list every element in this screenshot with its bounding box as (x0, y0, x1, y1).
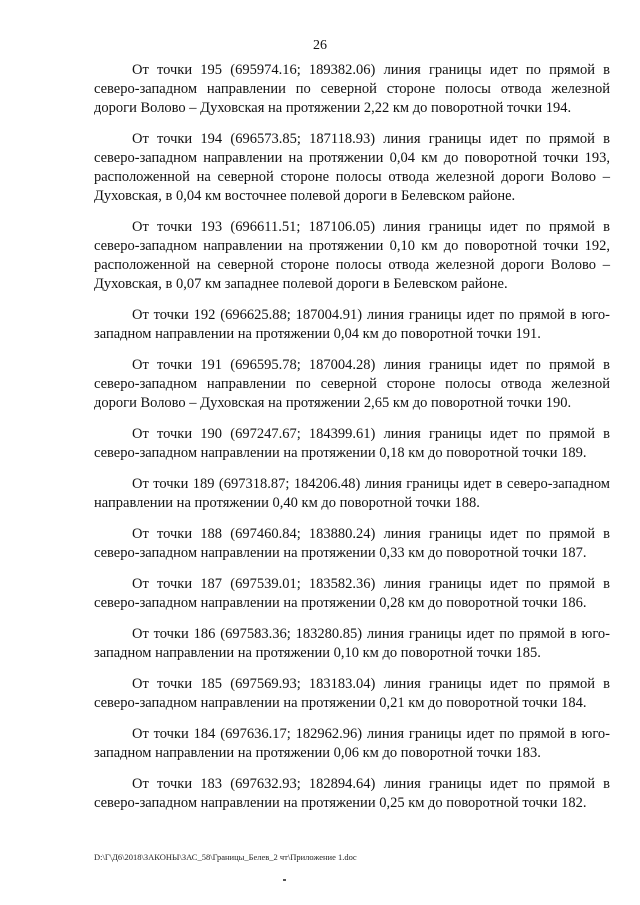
boundary-paragraph-183: От точки 183 (697632.93; 182894.64) линия границы идет по прямой в северо-западном направлении на протяжении 0,25 км до поворотной точки 182. (94, 776, 610, 811)
boundary-paragraph-188: От точки 188 (697460.84; 183880.24) линия границы идет по прямой в северо-западном направлении на протяжении 0,33 км до поворотной точки 187. (94, 526, 610, 561)
boundary-paragraph-184: От точки 184 (697636.17; 182962.96) линия границы идет по прямой в юго-западном направлении на протяжении 0,06 км до поворотной точки 183. (94, 726, 610, 761)
document-body (94, 61, 610, 825)
boundary-paragraph-190: От точки 190 (697247.67; 184399.61) линия границы идет по прямой в северо-западном направлении на протяжении 0,18 км до поворотной точки 189. (94, 426, 610, 461)
boundary-paragraph-195: От точки 195 (695974.16; 189382.06) линия границы идет по прямой в северо-западном направлении по северной стороне полосы отвода железной дороги Волово – Духовская на протяжении 2,22 км до поворотной точки 194. (94, 62, 610, 116)
boundary-paragraph-192: От точки 192 (696625.88; 187004.91) линия границы идет по прямой в юго-западном направлении на протяжении 0,04 км до поворотной точки 191. (94, 307, 610, 342)
boundary-paragraph-194: От точки 194 (696573.85; 187118.93) линия границы идет по прямой в северо-западном направлении на протяжении 0,04 км до поворотной точки 193, расположенной на северной стороне полосы отвода железной дороги Волово – Духовская, в 0,04 км восточнее полевой дороги в Белевском районе. (94, 131, 610, 204)
boundary-paragraph-187: От точки 187 (697539.01; 183582.36) линия границы идет по прямой в северо-западном направлении на протяжении 0,28 км до поворотной точки 186. (94, 576, 610, 611)
page-number: 26 (313, 38, 327, 53)
boundary-paragraph-191: От точки 191 (696595.78; 187004.28) линия границы идет по прямой в северо-западном направлении по северной стороне полосы отвода железной дороги Волово – Духовская на протяжении 2,65 км до поворотной точки 190. (94, 357, 610, 411)
scan-mark (283, 879, 286, 881)
boundary-paragraph-193: От точки 193 (696611.51; 187106.05) линия границы идет по прямой в северо-западном направлении на протяжении 0,10 км до поворотной точки 192, расположенной на северной стороне полосы отвода железной дороги Волово – Духовская, в 0,07 км западнее полевой дороги в Белевском районе. (94, 219, 610, 292)
boundary-paragraph-189: От точки 189 (697318.87; 184206.48) линия границы идет в северо-западном направлении на протяжении 0,40 км до поворотной точки 188. (94, 476, 610, 511)
footer-file-path: D:\Г\Д6\2018\ЗАКОНЫ\ЗАС_58\Границы_Белев_2 чт\Приложение 1.doc (94, 852, 357, 862)
boundary-paragraph-185: От точки 185 (697569.93; 183183.04) линия границы идет по прямой в северо-западном направлении на протяжении 0,21 км до поворотной точки 184. (94, 676, 610, 711)
boundary-paragraph-186: От точки 186 (697583.36; 183280.85) линия границы идет по прямой в юго-западном направлении на протяжении 0,10 км до поворотной точки 185. (94, 626, 610, 661)
